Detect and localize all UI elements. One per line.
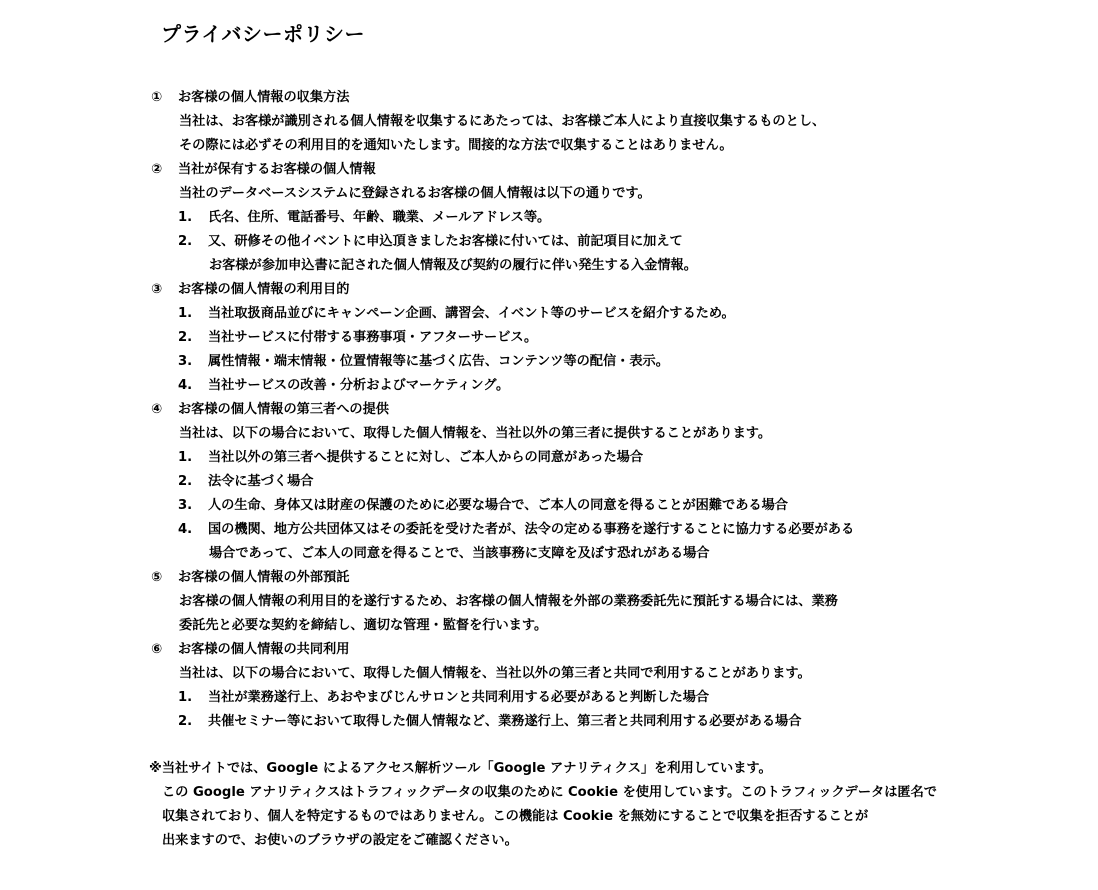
note-line: この Google アナリティクスはトラフィックデータの収集のために Cookie を使用しています。このトラフィックデータは匿名で xyxy=(162,785,937,800)
note-line: ※当社サイトでは、Google によるアクセス解析ツール「Google アナリティクス」を利用しています。 xyxy=(149,761,772,776)
list-item-continuation: 場合であって、ご本人の同意を得ることで、当該事務に支障を及ぼす恐れがある場合 xyxy=(209,546,710,561)
list-item-text: 共催セミナー等において取得した個人情報など、業務遂行上、第三者と共同利用する必要がある場合 xyxy=(208,714,802,729)
policy-sections xyxy=(151,86,854,734)
list-item xyxy=(151,326,854,350)
section-heading xyxy=(151,398,854,422)
list-item-text: 当社サービスに付帯する事務事項・アフターサービス。 xyxy=(208,330,538,345)
section-number: ③ xyxy=(151,282,163,297)
list-item xyxy=(151,206,854,230)
list-item xyxy=(151,374,854,398)
list-item-text: 当社取扱商品並びにキャンペーン企画、講習会、イベント等のサービスを紹介するため。 xyxy=(208,306,735,321)
list-item-number: 3. xyxy=(178,354,193,369)
list-item xyxy=(151,230,854,254)
page-title: プライバシーポリシー xyxy=(161,22,365,46)
section-title: お客様の個人情報の第三者への提供 xyxy=(178,402,389,417)
section-paragraph: その際には必ずその利用目的を通知いたします。間接的な方法で収集することはありません。 xyxy=(179,138,733,153)
list-item-number: 2. xyxy=(178,714,193,729)
list-item-text: 当社サービスの改善・分析およびマーケティング。 xyxy=(208,378,510,393)
section-title: お客様の個人情報の外部預託 xyxy=(178,570,350,585)
list-item-number: 4. xyxy=(178,522,193,537)
section-number: ⑤ xyxy=(151,570,163,585)
list-item-text: 当社が業務遂行上、あおやまびじんサロンと共同利用する必要があると判断した場合 xyxy=(208,690,710,705)
section-paragraph: 当社は、以下の場合において、取得した個人情報を、当社以外の第三者と共同で利用することがあります。 xyxy=(179,666,811,681)
list-item-number: 1. xyxy=(178,306,193,321)
section-title: 当社が保有するお客様の個人情報 xyxy=(178,162,376,177)
section-number: ⑥ xyxy=(151,642,163,657)
list-item xyxy=(151,710,854,734)
list-item xyxy=(151,518,854,542)
list-item-text: 氏名、住所、電話番号、年齢、職業、メールアドレス等。 xyxy=(208,210,551,225)
section-heading xyxy=(151,86,854,110)
list-item-text: 又、研修その他イベントに申込頂きましたお客様に付いては、前記項目に加えて xyxy=(208,234,683,249)
list-item xyxy=(151,446,854,470)
section-paragraph: 当社は、お客様が識別される個人情報を収集するにあたっては、お客様ご本人により直接収集するものとし、 xyxy=(179,114,826,129)
list-item-text: 国の機関、地方公共団体又はその委託を受けた者が、法令の定める事務を遂行することに協力する必要がある xyxy=(208,522,855,537)
list-item-number: 2. xyxy=(178,330,193,345)
list-item xyxy=(151,494,854,518)
section-heading xyxy=(151,638,854,662)
list-item xyxy=(151,686,854,710)
section-paragraph: お客様の個人情報の利用目的を遂行するため、お客様の個人情報を外部の業務委託先に預託する場合には、業務 xyxy=(179,594,838,609)
section-number: ① xyxy=(151,90,163,105)
list-item-number: 2. xyxy=(178,474,193,489)
list-item-number: 1. xyxy=(178,210,193,225)
section-title: お客様の個人情報の共同利用 xyxy=(178,642,350,657)
list-item xyxy=(151,470,854,494)
list-item-text: 当社以外の第三者へ提供することに対し、ご本人からの同意があった場合 xyxy=(208,450,644,465)
list-item-number: 2. xyxy=(178,234,193,249)
section-paragraph: 当社は、以下の場合において、取得した個人情報を、当社以外の第三者に提供することがあります。 xyxy=(179,426,772,441)
list-item-number: 4. xyxy=(178,378,193,393)
note-line: 収集されており、個人を特定するものではありません。この機能は Cookie を無効にすることで収集を拒否することが xyxy=(162,809,869,824)
note-line: 出来ますので、お使いのブラウザの設定をご確認ください。 xyxy=(162,833,518,848)
list-item-continuation: お客様が参加申込書に記された個人情報及び契約の履行に伴い発生する入金情報。 xyxy=(209,258,697,273)
list-item-text: 人の生命、身体又は財産の保護のために必要な場合で、ご本人の同意を得ることが困難である場合 xyxy=(208,498,788,513)
list-item-number: 3. xyxy=(178,498,193,513)
section-title: お客様の個人情報の収集方法 xyxy=(178,90,350,105)
section-title: お客様の個人情報の利用目的 xyxy=(178,282,350,297)
list-item-text: 法令に基づく場合 xyxy=(208,474,314,489)
list-item-number: 1. xyxy=(178,450,193,465)
list-item-text: 属性情報・端末情報・位置情報等に基づく広告、コンテンツ等の配信・表示。 xyxy=(208,354,669,369)
list-item xyxy=(151,302,854,326)
section-heading xyxy=(151,158,854,182)
list-item xyxy=(151,350,854,374)
section-paragraph: 委託先と必要な契約を締結し、適切な管理・監督を行います。 xyxy=(179,618,548,633)
section-heading xyxy=(151,566,854,590)
section-number: ② xyxy=(151,162,163,177)
analytics-note xyxy=(149,757,937,853)
section-heading xyxy=(151,278,854,302)
section-number: ④ xyxy=(151,402,163,417)
section-paragraph: 当社のデータベースシステムに登録されるお客様の個人情報は以下の通りです。 xyxy=(179,186,651,201)
list-item-number: 1. xyxy=(178,690,193,705)
